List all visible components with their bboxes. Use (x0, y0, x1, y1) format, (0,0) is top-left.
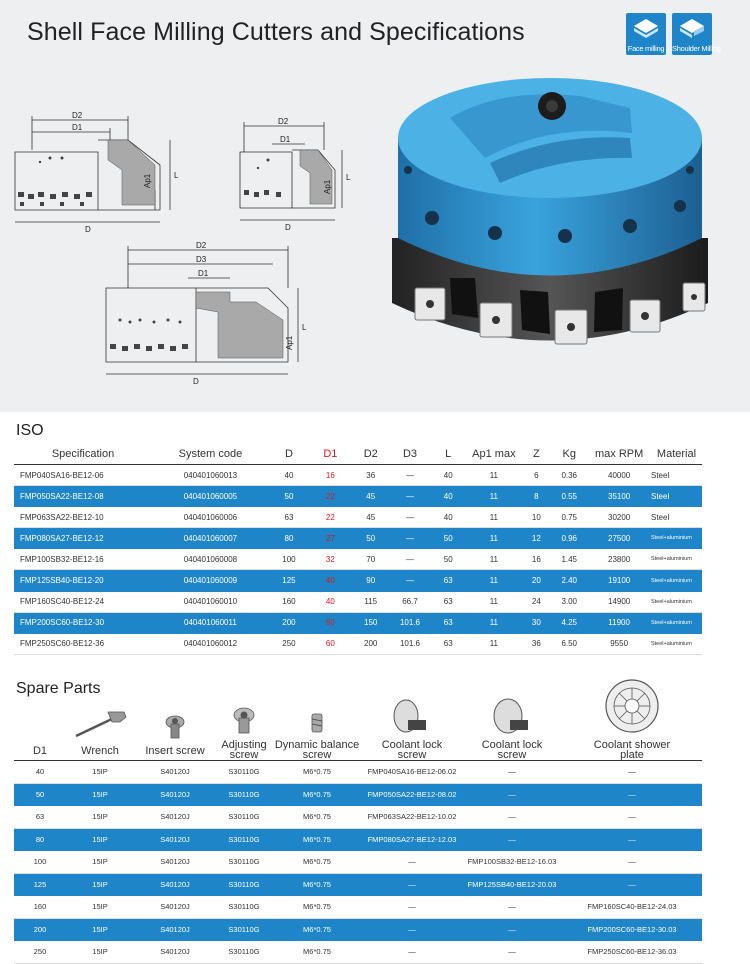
page-title: Shell Face Milling Cutters and Specifications (27, 18, 525, 46)
dim-d2-label: D2 (72, 111, 83, 120)
iso-heading: ISO (16, 422, 44, 439)
wrench-icon (70, 708, 130, 742)
face-milling-icon (632, 17, 660, 41)
col-coolant-lock-screw-1: Coolant lock screw (362, 676, 462, 761)
dim-d-label: D (285, 223, 291, 232)
table-row: FMP100SB32-BE12-16 040401060008 100 32 70 — 50 11 16 1.45 23800 Steel+aluminium (14, 549, 702, 570)
table-row: 160 15IP S40120J S30110G M6*0.75 — — FMP160SC40-BE12-24.03 (14, 896, 702, 919)
table-row: FMP050SA22-BE12-08 040401060005 50 22 45 — 40 11 8 0.55 35100 Steel (14, 486, 702, 507)
col-material: Material (651, 444, 702, 465)
dim-l-label: L (174, 171, 179, 180)
cutter-drawing-1 (10, 110, 190, 235)
spare-parts-table (14, 676, 702, 964)
dim-d1-label: D1 (280, 135, 291, 144)
table-row: FMP063SA22-BE12-10 040401060006 63 22 45 — 40 11 10 0.75 30200 Steel (14, 507, 702, 528)
table-row: FMP125SB40-BE12-20 040401060009 125 40 90 — 63 11 20 2.40 19100 Steel+aluminium (14, 570, 702, 591)
dim-ap1-label: Ap1 (323, 179, 332, 194)
table-row: FMP250SC60-BE12-36 040401060012 250 60 200 101.6 63 11 36 6.50 9550 Steel+aluminium (14, 633, 702, 654)
table-row: 50 15IP S40120J S30110G M6*0.75 FMP050SA22-BE12-08.02 — — (14, 783, 702, 806)
adjusting-screw-icon (229, 706, 259, 736)
table-row: 100 15IP S40120J S30110G M6*0.75 — FMP100SB32-BE12-16.03 — (14, 851, 702, 874)
table-row: 125 15IP S40120J S30110G M6*0.75 — FMP125SB40-BE12-20.03 — (14, 873, 702, 896)
col-coolant-lock-screw-2: Coolant lock screw (462, 676, 562, 761)
dim-d3-label: D3 (196, 255, 207, 264)
shoulder-milling-badge: Shoulder Milling (672, 13, 712, 55)
dim-ap1-label: Ap1 (143, 173, 152, 188)
dim-l-label: L (302, 323, 307, 332)
col-adjusting-screw: Adjusting screw (216, 676, 272, 761)
table-row: 40 15IP S40120J S30110G M6*0.75 FMP040SA16-BE12-06.02 — — (14, 761, 702, 784)
col-max-rpm: max RPM (587, 444, 651, 465)
table-row: FMP200SC60-BE12-30 040401060011 200 60 150 101.6 63 11 30 4.25 11900 Steel+aluminium (14, 612, 702, 633)
col-insert-screw: Insert screw (134, 676, 216, 761)
dim-d2-label: D2 (278, 118, 289, 126)
dim-d1-label: D1 (198, 269, 209, 278)
col-system-code: System code (152, 444, 269, 465)
col-d3: D3 (390, 444, 430, 465)
coolant-lock-screw-icon (390, 696, 434, 736)
spare-header-row (14, 676, 702, 761)
dim-l-label: L (346, 173, 351, 182)
table-row: 80 15IP S40120J S30110G M6*0.75 FMP080SA27-BE12-12.03 — — (14, 828, 702, 851)
col-specification: Specification (14, 444, 152, 465)
insert-screw-icon (160, 712, 190, 742)
table-row: 63 15IP S40120J S30110G M6*0.75 FMP063SA22-BE12-10.02 — — (14, 806, 702, 829)
col-wrench: Wrench (66, 676, 134, 761)
col-l: L (430, 444, 466, 465)
col-ap1max: Ap1 max (466, 444, 521, 465)
cutter-product-image (380, 78, 720, 368)
col-coolant-shower-plate: Coolant shower plate (562, 676, 702, 761)
dim-d-label: D (193, 377, 199, 385)
col-kg: Kg (551, 444, 587, 465)
dim-d1-label: D1 (72, 123, 83, 132)
dim-d-label: D (85, 225, 91, 234)
col-d: D (269, 444, 309, 465)
table-row: FMP160SC40-BE12-24 040401060010 160 40 115 66.7 63 11 24 3.00 14900 Steel+aluminium (14, 591, 702, 612)
balance-screw-icon (302, 706, 332, 736)
col-d2: D2 (352, 444, 390, 465)
hero-section (0, 0, 750, 412)
col-dynamic-balance-screw: Dynamic balance screw (272, 676, 362, 761)
table-row: FMP080SA27-BE12-12 040401060007 80 27 50 — 50 11 12 0.96 27500 Steel+aluminium (14, 528, 702, 549)
shoulder-milling-icon (678, 17, 706, 41)
dim-ap1-label: Ap1 (285, 335, 294, 350)
col-d1: D1 (309, 444, 351, 465)
table-row: 250 15IP S40120J S30110G M6*0.75 — — FMP250SC60-BE12-36.03 (14, 941, 702, 964)
cutter-drawing-2 (230, 118, 360, 233)
col-d1: D1 (14, 676, 66, 761)
iso-header-row (14, 444, 702, 465)
face-milling-badge: Face milling (626, 13, 666, 55)
table-row: 200 15IP S40120J S30110G M6*0.75 — — FMP200SC60-BE12-30.03 (14, 918, 702, 941)
shower-plate-icon (602, 676, 662, 736)
dim-d2-label: D2 (196, 241, 207, 250)
table-row: FMP040SA16-BE12-06 040401060013 40 16 36 — 40 11 6 0.36 40000 Steel (14, 465, 702, 486)
cutter-drawing-3 (88, 240, 328, 385)
spare-parts-heading: Spare Parts (16, 680, 101, 697)
iso-spec-table (14, 444, 702, 655)
col-z: Z (521, 444, 551, 465)
coolant-lock-screw-icon (490, 696, 534, 736)
